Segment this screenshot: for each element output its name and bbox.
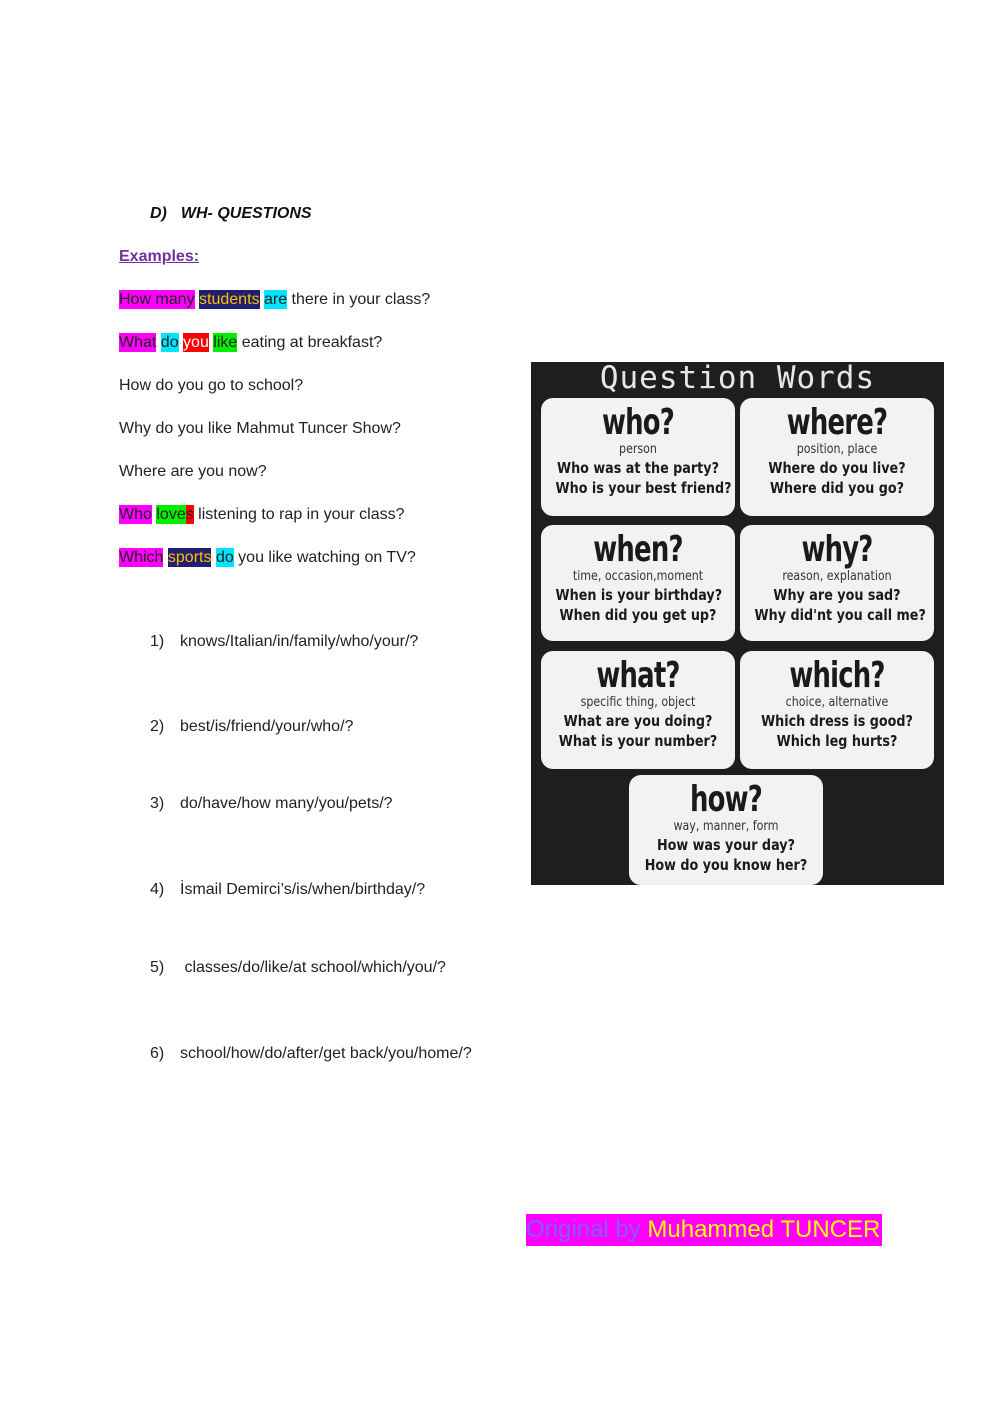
example-question: Why did'nt you call me?: [754, 606, 926, 624]
highlighted-word: How many: [119, 291, 195, 308]
example-question: What are you doing?: [563, 712, 713, 730]
example-question: Which leg hurts?: [776, 732, 898, 750]
example-sentence: [119, 506, 405, 524]
example-sentence: [119, 334, 382, 352]
exercise-text: do/have/how many/you/pets/?: [180, 795, 393, 812]
question-card: [740, 398, 934, 516]
sentence-text: Why do you like Mahmut Tuncer Show?: [119, 420, 401, 437]
example-question: How do you know her?: [644, 856, 808, 874]
exercise-number: 5): [150, 959, 165, 976]
sentence-text: you like watching on TV?: [233, 549, 416, 566]
sentence-text: there in your class?: [287, 291, 431, 308]
highlighted-word: love: [156, 506, 186, 523]
example-sentence: [119, 420, 401, 438]
question-description: way, manner, form: [673, 819, 779, 834]
highlighted-word: do: [215, 549, 234, 566]
example-question: Which dress is good?: [761, 712, 913, 730]
highlighted-word: students: [199, 291, 260, 308]
example-question: Where did you go?: [769, 479, 905, 497]
exercise-text: school/how/do/after/get back/you/home/?: [180, 1045, 472, 1062]
example-question: What is your number?: [558, 732, 718, 750]
sentence-text: listening to rap in your class?: [193, 506, 405, 523]
question-word: where?: [786, 402, 888, 443]
question-word: when?: [593, 529, 683, 570]
highlighted-word: s: [185, 506, 194, 523]
poster-title: Question Words: [599, 362, 876, 396]
question-description: choice, alternative: [785, 695, 889, 710]
section-title: WH- QUESTIONS: [180, 205, 312, 222]
example-sentence: [119, 549, 416, 567]
question-card: [629, 775, 823, 885]
question-card: [740, 525, 934, 641]
section-letter: D): [150, 205, 167, 222]
exercise-item: [150, 795, 393, 813]
highlighted-word: you: [183, 334, 209, 351]
question-description: reason, explanation: [782, 569, 892, 584]
section-heading: [150, 205, 312, 223]
question-word: who?: [601, 402, 675, 443]
highlighted-word: Which: [119, 549, 164, 566]
highlighted-word: like: [213, 334, 238, 351]
exercise-number: 1): [150, 633, 165, 650]
highlighted-word: do: [160, 334, 179, 351]
highlighted-word: sports: [167, 549, 212, 566]
question-card: [541, 398, 735, 516]
sentence-text: eating at breakfast?: [237, 334, 383, 351]
sentence-text: How do you go to school?: [119, 377, 304, 394]
question-description: position, place: [796, 442, 878, 457]
example-sentence: [119, 377, 303, 395]
exercise-text: classes/do/like/at school/which/you/?: [180, 959, 446, 976]
example-question: When did you get up?: [559, 606, 717, 624]
question-card: [541, 525, 735, 641]
exercise-number: 6): [150, 1045, 165, 1062]
exercise-number: 2): [150, 718, 165, 735]
example-question: How was your day?: [657, 836, 795, 854]
example-sentence: [119, 463, 267, 481]
example-question: Why are you sad?: [773, 586, 901, 604]
credit-author: Muhammed TUNCER: [647, 1216, 881, 1243]
question-description: time, occasion,moment: [572, 569, 704, 584]
example-question: Who is your best friend?: [555, 479, 732, 497]
example-question: Who was at the party?: [557, 459, 719, 477]
examples-label: Examples:: [119, 248, 200, 265]
exercise-text: best/is/friend/your/who/?: [180, 718, 354, 735]
exercise-text: İsmail Demirci’s/is/when/birthday/?: [180, 881, 426, 898]
question-word: which?: [789, 655, 885, 696]
credit-prefix: Original by: [526, 1216, 648, 1243]
example-question: Where do you live?: [768, 459, 906, 477]
question-words-poster: [531, 362, 944, 885]
example-sentence: [119, 291, 430, 309]
exercise-item: [150, 959, 446, 977]
question-card: [541, 651, 735, 769]
question-word: how?: [689, 779, 763, 820]
question-description: specific thing, object: [580, 695, 696, 710]
question-card: [740, 651, 934, 769]
highlighted-word: are: [263, 291, 288, 308]
example-question: When is your birthday?: [555, 586, 723, 604]
exercise-item: [150, 1045, 472, 1063]
credit-line: [526, 1214, 882, 1246]
highlighted-word: Who: [119, 506, 152, 523]
sentence-text: Where are you now?: [119, 463, 267, 480]
exercise-item: [150, 881, 425, 899]
exercise-text: knows/Italian/in/family/who/your/?: [180, 633, 419, 650]
exercise-item: [150, 633, 418, 651]
question-word: what?: [596, 655, 680, 696]
question-word: why?: [801, 529, 873, 570]
question-description: person: [619, 442, 657, 457]
exercise-item: [150, 718, 353, 736]
highlighted-word: What: [119, 334, 157, 351]
exercise-number: 3): [150, 795, 165, 812]
exercise-number: 4): [150, 881, 165, 898]
